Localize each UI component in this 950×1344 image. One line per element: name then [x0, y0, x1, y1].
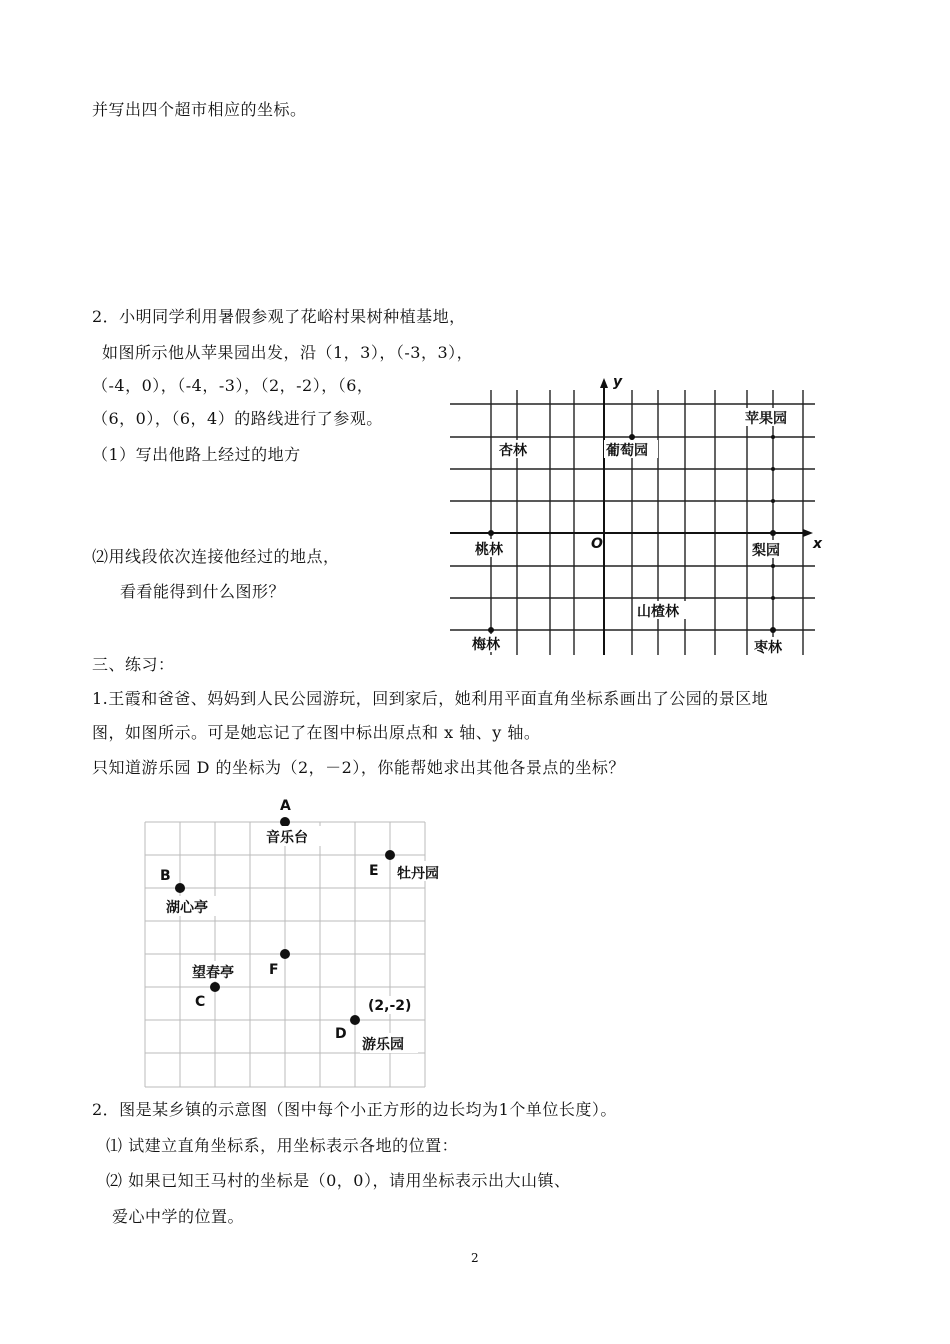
dot-pear-3 — [771, 596, 775, 600]
point-d — [350, 1015, 360, 1025]
name-b: 湖心亭 — [166, 900, 208, 916]
label-hawthorn: 山楂林 — [637, 604, 679, 620]
q2-line1: 2．小明同学利用暑假参观了花峪村果树种植基地， — [92, 307, 466, 326]
dot-pear — [770, 530, 776, 536]
name-a: 音乐台 — [266, 830, 308, 846]
dot-plum — [488, 627, 494, 633]
letter-b: B — [160, 868, 171, 884]
dot-peach — [488, 530, 494, 536]
section3-title: 三、练习： — [92, 655, 175, 674]
origin-label: O — [591, 536, 603, 552]
letter-e: E — [369, 863, 379, 879]
x-axis-arrow — [803, 529, 813, 537]
y-axis-arrow — [600, 378, 608, 388]
name-c: 望春亭 — [192, 965, 234, 981]
point-f — [280, 949, 290, 959]
dot-pear-2 — [771, 564, 775, 568]
letter-f: F — [269, 962, 279, 978]
q2-line3: （-4，0），（-4，-3），（2，-2），（6， — [92, 376, 374, 395]
y-axis-label: y — [613, 374, 623, 390]
orchard-map — [445, 370, 825, 660]
point-b — [175, 883, 185, 893]
label-plum: 梅林 — [472, 637, 500, 653]
dot-jujube — [770, 627, 776, 633]
dot-grape — [629, 434, 635, 440]
letter-c: C — [195, 994, 206, 1010]
name-e: 牡丹园 — [397, 866, 439, 882]
label-apricot: 杏林 — [499, 443, 527, 459]
dot-apple-2 — [771, 435, 775, 439]
q2-line2: 如图所示他从苹果园出发，沿（1，3），（-3，3）， — [102, 343, 474, 362]
section3-p1-line1: 1.王霞和爸爸、妈妈到人民公园游玩，回到家后，她利用平面直角坐标系画出了公园的景区地 — [92, 689, 769, 708]
label-peach: 桃林 — [475, 542, 503, 558]
label-jujube: 枣林 — [754, 640, 782, 656]
section3-p1-line3: 只知道游乐园 D 的坐标为（2，－2），你能帮她求出其他各景点的坐标？ — [92, 758, 625, 777]
letter-a: A — [280, 798, 291, 814]
x-axis-label: x — [813, 536, 823, 552]
label-grape: 葡萄园 — [606, 443, 648, 459]
dot-apple-4 — [771, 499, 775, 503]
letter-d: D — [335, 1026, 347, 1042]
point-c — [210, 982, 220, 992]
q2b-line1: 2．图是某乡镇的示意图（图中每个小正方形的边长均为1个单位长度）。 — [92, 1100, 617, 1119]
q2b-sub2a: ⑵ 如果已知王马村的坐标是（0，0），请用坐标表示出大山镇、 — [106, 1171, 571, 1190]
dot-apple-3 — [771, 467, 775, 471]
q2-sub2b: 看看能得到什么图形？ — [120, 582, 286, 601]
intro-line: 并写出四个超市相应的坐标。 — [92, 100, 307, 119]
q2b-sub1: ⑴ 试建立直角坐标系，用坐标表示各地的位置： — [106, 1136, 459, 1155]
label-apple: 苹果园 — [745, 411, 787, 427]
q2-sub1: （1）写出他路上经过的地方 — [92, 445, 301, 464]
park-labels — [158, 796, 440, 1053]
point-e — [385, 850, 395, 860]
point-a — [280, 817, 290, 827]
q2-line4: （6，0），（6，4）的路线进行了参观。 — [92, 409, 383, 428]
q2-sub2a: ⑵用线段依次连接他经过的地点， — [92, 547, 340, 566]
section3-p1-line2: 图，如图所示。可是她忘记了在图中标出原点和 x 轴、y 轴。 — [92, 723, 541, 742]
coord-d: (2,-2) — [368, 998, 412, 1014]
park-map — [140, 795, 440, 1095]
name-d: 游乐园 — [362, 1037, 404, 1053]
label-pear: 梨园 — [752, 543, 780, 559]
q2b-sub2b: 爱心中学的位置。 — [112, 1207, 245, 1226]
page-number: 2 — [471, 1251, 479, 1265]
